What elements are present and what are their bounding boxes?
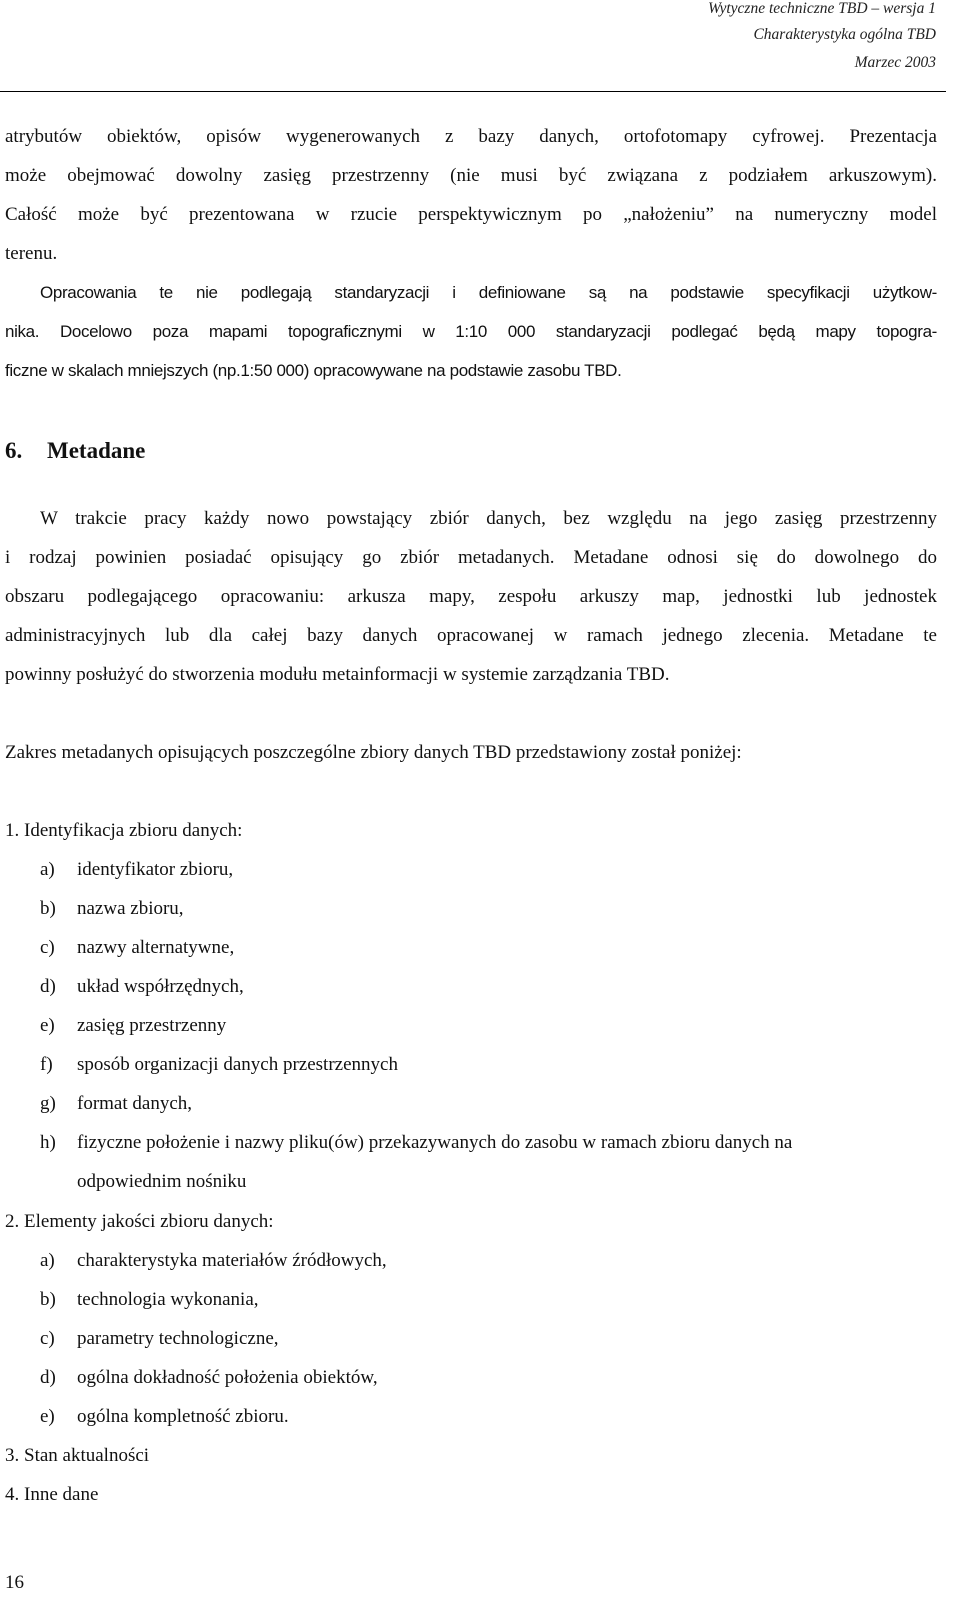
list-subitem [40, 928, 234, 967]
list-subitem [40, 1358, 378, 1397]
subitem-letter: b) [40, 898, 56, 919]
list-item-4-label: 4. Inne dane [5, 1484, 99, 1505]
list-subitem [40, 1397, 289, 1436]
list-subitem [40, 1123, 792, 1162]
page-number: 16 [5, 1572, 24, 1593]
subitem-text: parametry technologiczne, [77, 1328, 279, 1349]
subitem-text: zasięg przestrzenny [77, 1015, 227, 1036]
subitem-letter: c) [40, 937, 55, 958]
subitem-text: układ współrzędnych, [77, 976, 244, 997]
subitem-text: format danych, [77, 1093, 193, 1114]
subitem-text: fizyczne położenie i nazwy pliku(ów) przekazywanych do zasobu w ramach zbioru danych na [77, 1132, 793, 1153]
list-intro: Zakres metadanych opisujących poszczególne zbiory danych TBD przedstawiony został poniżej: [5, 742, 742, 763]
text-line: terenu. [5, 243, 58, 264]
list-subitem [40, 1280, 259, 1319]
subitem-text: ogólna dokładność położenia obiektów, [77, 1367, 378, 1388]
list-subitem [40, 1045, 398, 1084]
subitem-text: nazwa zbioru, [77, 898, 184, 919]
list-subitem [40, 967, 244, 1006]
subitem-letter: c) [40, 1328, 55, 1349]
list-subitem [40, 889, 184, 928]
paragraph-standardization [5, 273, 937, 390]
text-line: atrybutów obiektów, opisów wygenerowanych z bazy danych, ortofotomapy cyfrowej. Prezentacja [5, 126, 937, 147]
text-line: obszaru podlegającego opracowaniu: arkusza mapy, zespołu arkuszy map, jednostki lub jednostek [5, 586, 937, 607]
text-line: nika. Docelowo poza mapami topograficznymi w 1:10 000 standaryzacji podlegać będą mapy topogra- [5, 322, 937, 341]
list-subitem [40, 1241, 387, 1280]
subitem-text: technologia wykonania, [77, 1289, 259, 1310]
paragraph-presentation [5, 117, 937, 273]
list-subitem [40, 850, 233, 889]
subitem-text: charakterystyka materiałów źródłowych, [77, 1250, 387, 1271]
section-title: Metadane [47, 438, 146, 463]
text-line: Całość może być prezentowana w rzucie perspektywicznym po „nałożeniu” na numeryczny model [5, 204, 937, 225]
subitem-letter: f) [40, 1054, 53, 1075]
subitem-text: identyfikator zbioru, [77, 859, 234, 880]
header-rule [0, 91, 946, 92]
subitem-letter: g) [40, 1093, 56, 1114]
list-item-3-label: 3. Stan aktualności [5, 1445, 150, 1466]
subitem-letter: a) [40, 859, 55, 880]
text-line: może obejmować dowolny zasięg przestrzenny (nie musi być związana z podziałem arkuszowym). [5, 165, 937, 186]
text-line: W trakcie pracy każdy nowo powstający zbiór danych, bez względu na jego zasięg przestrzenny [40, 508, 937, 529]
text-line: Opracowania te nie podlegają standaryzacji i definiowane są na podstawie specyfikacji użytkow- [40, 283, 937, 302]
subitem-letter: d) [40, 976, 56, 997]
subitem-text: ogólna kompletność zbioru. [77, 1406, 289, 1427]
subitem-letter: e) [40, 1015, 55, 1036]
text-line: ficzne w skalach mniejszych (np.1:50 000) opracowywane na podstawie zasobu TBD. [5, 361, 622, 380]
list-subitem-continuation: odpowiednim nośniku [77, 1171, 247, 1192]
subitem-text: sposób organizacji danych przestrzennych [77, 1054, 398, 1075]
section-heading [5, 432, 145, 470]
list-subitem [40, 1319, 279, 1358]
paragraph-metadata [5, 499, 937, 694]
subitem-letter: a) [40, 1250, 55, 1271]
header-subtitle: Charakterystyka ogólna TBD [753, 26, 936, 43]
header-title: Wytyczne techniczne TBD – wersja 1 [707, 0, 936, 17]
subitem-letter: h) [40, 1132, 56, 1153]
subitem-letter: e) [40, 1406, 55, 1427]
subitem-letter: b) [40, 1289, 56, 1310]
header-date: Marzec 2003 [854, 54, 936, 71]
text-line: administracyjnych lub dla całej bazy danych opracowanej w ramach jednego zlecenia. Metadane te [5, 625, 937, 646]
section-number: 6. [5, 438, 23, 463]
list-subitem [40, 1084, 192, 1123]
subitem-text: nazwy alternatywne, [77, 937, 235, 958]
list-subitem [40, 1006, 226, 1045]
text-line: powinny posłużyć do stworzenia modułu metainformacji w systemie zarządzania TBD. [5, 664, 670, 685]
list-item-2-label: 2. Elementy jakości zbioru danych: [5, 1211, 274, 1232]
text-line: i rodzaj powinien posiadać opisujący go zbiór metadanych. Metadane odnosi się do dowolnego do [5, 547, 937, 568]
list-item-1-label: 1. Identyfikacja zbioru danych: [5, 820, 243, 841]
subitem-letter: d) [40, 1367, 56, 1388]
